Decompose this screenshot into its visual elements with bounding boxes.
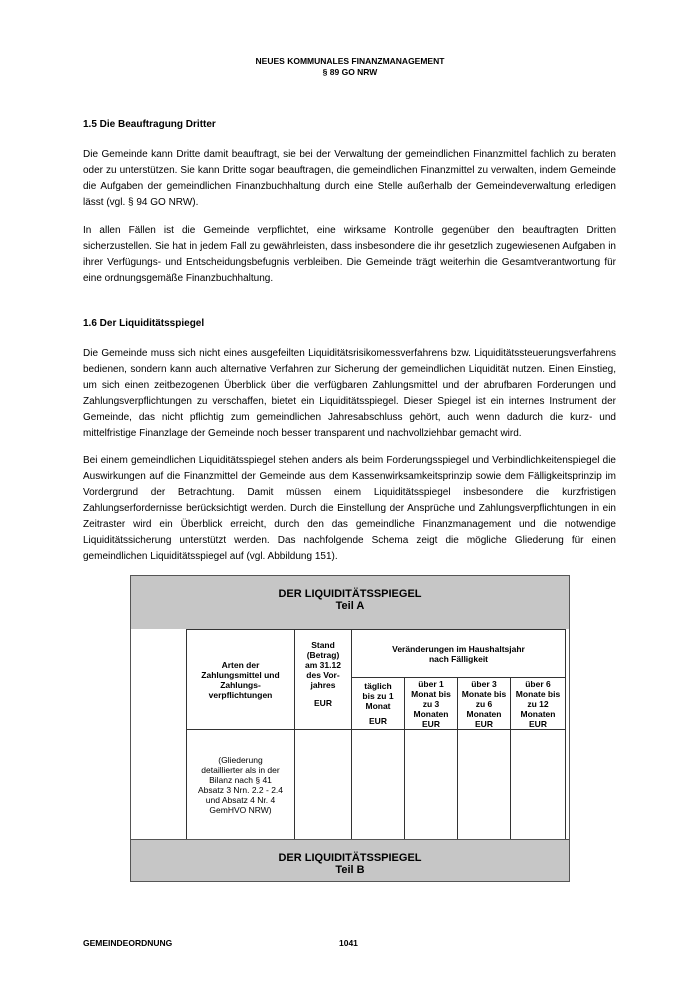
column-header-stand: Stand (Betrag) am 31.12 des Vor-jahres EUR	[295, 630, 352, 730]
liquidity-table	[186, 629, 566, 840]
column-header-arten: Arten der Zahlungsmittel und Zahlungs-verpflichtungen	[187, 630, 295, 730]
table-row-note: (Gliederung detaillierter als in der Bilanz nach § 41 Absatz 3 Nrn. 2.2 - 2.4 und Absatz 4 Nr. 4 GemHVO NRW)	[187, 730, 295, 840]
table-cell	[295, 730, 352, 840]
section-heading-1-5: 1.5 Die Beauftragung Dritter	[83, 119, 216, 130]
paragraph: Die Gemeinde muss sich nicht eines ausgefeilten Liquiditätsrisikomessverfahrens bzw. Liquiditätssteuerungsverfahrens bedienen, sondern kann auch alternative Verfahren zur Sicherung der gemeindlichen Liquidität nutzen. Einen Einstieg, um sich einen zeitbezogenen Überblick über die verfügbaren Zahlungsmittel und der abrufbaren Forderungen und Zahlungsverpflichtungen zu verschaffen, bietet ein Liquiditätsspiegel. Dieser Spiegel ist ein internes Instrument der Gemeinde, das nicht pflichtig zum gemeindlichen Jahresabschluss gehört, auch wenn dadurch die kurz- und mittelfristige Finanzlage der Gemeinde noch besser transparent und nachvollziehbar gemacht wird.	[83, 348, 616, 439]
table-cell	[352, 730, 405, 840]
page-header	[0, 56, 700, 78]
figure-title-b-line2: Teil B	[335, 864, 365, 876]
liquidity-mirror-figure	[130, 575, 570, 882]
period-header: über 3 Monate bis zu 6 Monaten EUR	[458, 678, 511, 730]
figure-title-part-a	[131, 576, 569, 629]
figure-title-a-line1: DER LIQUIDITÄTSSPIEGEL	[278, 588, 422, 600]
figure-title-b-line1: DER LIQUIDITÄTSSPIEGEL	[278, 852, 422, 864]
page-number: 1041	[339, 938, 358, 948]
period-header: über 6 Monate bis zu 12 Monaten EUR	[511, 678, 566, 730]
figure-title-part-b	[131, 839, 569, 881]
footer-left: GEMEINDEORDNUNG	[83, 938, 173, 948]
table-cell	[458, 730, 511, 840]
period-header: täglich bis zu 1 Monat EUR	[352, 678, 405, 730]
paragraph: Bei einem gemeindlichen Liquiditätsspiegel stehen anders als beim Forderungsspiegel und Verbindlichkeitenspiegel die Auswirkungen auf die Finanzmittel der Gemeinde aus dem Kassenwirksamkeitsprinzip sowie dem Fälligkeitsprinzip im Vordergrund der Betrachtung. Damit müssen einem Liquiditätsspiegel insbesondere die kurzfristigen Zahlungserfordernisse berücksichtigt werden. Durch die Einstellung der Ansprüche und Zahlungsverpflichtungen in ein Zeitraster wird ein Überblick erreicht, durch den das gemeindliche Finanzmanagement und die notwendige Liquiditätssicherung unterstützt werden. Das nachfolgende Schema zeigt die mögliche Gliederung für einen gemeindlichen Liquiditätsspiegel auf (vgl. Abbildung 151).	[83, 455, 616, 562]
header-subtitle: § 89 GO NRW	[322, 67, 378, 77]
column-header-changes: Veränderungen im Haushaltsjahr nach Fälligkeit	[352, 630, 566, 678]
header-title: NEUES KOMMUNALES FINANZMANAGEMENT	[255, 56, 445, 66]
section-heading-1-6: 1.6 Der Liquiditätsspiegel	[83, 318, 205, 329]
figure-title-a-line2: Teil A	[335, 600, 365, 612]
table-cell	[405, 730, 458, 840]
paragraph: Die Gemeinde kann Dritte damit beauftragt, sie bei der Verwaltung der gemeindlichen Finanzmittel fachlich zu beraten oder zu unterstützen. Sie kann Dritte sogar beauftragen, die gemeindlichen Finanzmittel zu verwalten, indem Gemeinde die Aufgaben der gemeindlichen Finanzbuchhaltung durch eine Stelle außerhalb der Gemeindeverwaltung erledigen lässt (vgl. § 94 GO NRW).	[83, 149, 616, 208]
paragraph: In allen Fällen ist die Gemeinde verpflichtet, eine wirksame Kontrolle gegenüber den beauftragten Dritten sicherzustellen. Sie hat in jedem Fall zu gewährleisten, dass insbesondere die ihr gesetzlich zugewiesenen Aufgaben in ihrer Verfügungs- und Entscheidungsbefugnis verbleiben. Die Gemeinde trägt weiterhin die Gesamtverantwortung für eine ordnungsgemäße Finanzbuchhaltung.	[83, 225, 616, 284]
period-header: über 1 Monat bis zu 3 Monaten EUR	[405, 678, 458, 730]
table-cell	[511, 730, 566, 840]
